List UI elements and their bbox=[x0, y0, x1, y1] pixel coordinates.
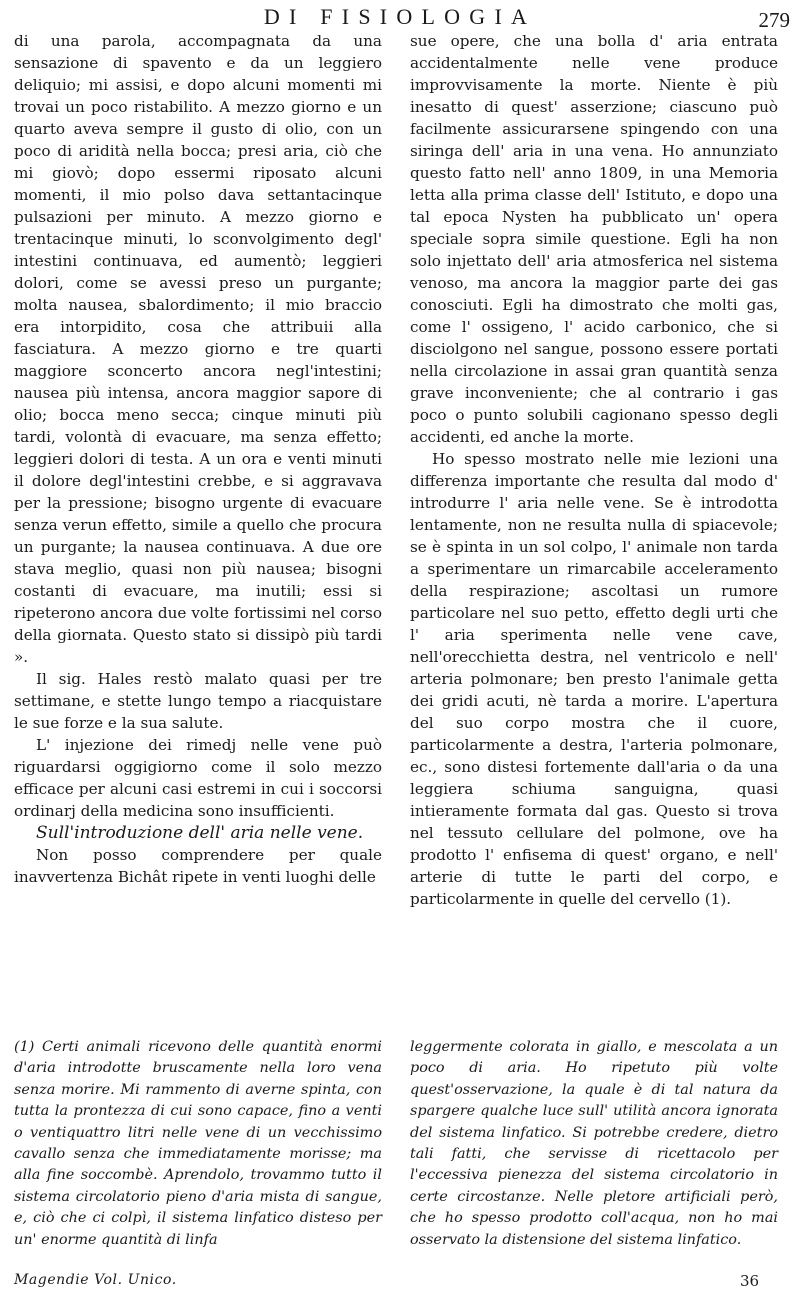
printer-signature: Magendie Vol. Unico. bbox=[14, 1272, 177, 1288]
running-head bbox=[0, 4, 800, 32]
running-title: DI FISIOLOGIA bbox=[263, 4, 537, 29]
footnote-text: leggermente colorata in giallo, e mescolata a un poco di aria. Ho ripetuto più volte quest'osservazione, la quale è di tal natura da spargere qualche luce sull' utilità ancora ignorata del sistema linfatico. Si potrebbe credere, dietro tali fatti, che servisse di ricettacolo per l'eccessiva pienezza del sistema circolatorio in certe circostanze. Nelle pletore artificiali però, che ho spesso prodotto coll'acqua, non ho mai osservato la distensione del sistema linfatico. bbox=[410, 1039, 778, 1248]
left-column bbox=[14, 30, 382, 888]
body-paragraph: Il sig. Hales restò malato quasi per tre settimane, e stette lungo tempo a riacquistare le sue forze e la sua salute. bbox=[14, 670, 382, 732]
footnote-right bbox=[410, 1037, 778, 1251]
footnote-text: (1) Certi animali ricevono delle quantità enormi d'aria introdotte bruscamente nella loro vena senza morire. Mi rammento di averne spinta, con tutta la prontezza di cui sono capace, fino a venti o ventiquattro litri nelle vene di un vecchissimo cavallo senza che immediatamente morisse; ma alla fine soccombè. Aprendolo, trovammo tutto il sistema circolatorio pieno d'aria mista di sangue, e, ciò che ci colpì, il sistema linfatico disteso per un' enorme quantità di linfa bbox=[14, 1039, 382, 1248]
body-paragraph: L' injezione dei rimedj nelle vene può riguardarsi oggigiorno come il solo mezzo efficace per alcuni casi estremi in cui i soccorsi ordinarj della medicina sono insufficienti. bbox=[14, 736, 382, 820]
section-heading: Sull'introduzione dell' aria nelle vene. bbox=[36, 823, 364, 843]
right-column bbox=[410, 30, 778, 910]
footnote-left bbox=[14, 1037, 382, 1251]
body-paragraph: Non posso comprendere per quale inavvertenza Bichât ripete in venti luoghi delle bbox=[14, 846, 382, 886]
page-number: 279 bbox=[758, 8, 790, 32]
body-paragraph: di una parola, accompagnata da una sensazione di spavento e da un leggiero deliquio; mi assisi, e dopo alcuni momenti mi trovai un poco ristabilito. A mezzo giorno e un quarto aveva sempre il gusto di olio, con un poco di aridità nella bocca; presi aria, ciò che mi giovò; dopo essermi riposato alcuni momenti, il mio polso dava settantacinque pulsazioni per minuto. A mezzo giorno e trentacinque minuti, lo sconvolgimento degl' intestini continuava, ed aumentò; leggieri dolori, come se avessi preso un purgante; molta nausea, sbalordimento; il mio braccio era intorpidito, cosa che attribuii alla fasciatura. A mezzo giorno e tre quarti maggiore sconcerto ancora negl'intestini; nausea più intensa, ancora maggior sapore di olio; bocca meno secca; cinque minuti più tardi, volontà di evacuare, ma senza effetto; leggieri dolori di testa. A un ora e venti minuti il dolore degl'intestini crebbe, e si aggravava per la pressione; bisogno urgente di evacuare senza verun effetto, simile a quello che procura un purgante; la nausea continuava. A due ore stava meglio, quasi non più nausea; bisogni costanti di evacuare, ma inutili; essi si ripeterono ancora due volte fortissimi nel corso della giornata. Questo stato si dissipò più tardi ». bbox=[14, 32, 382, 666]
body-paragraph: sue opere, che una bolla d' aria entrata accidentalmente nelle vene produce improvvisamente la morte. Niente è più inesatto di quest' asserzione; ciascuno può facilmente assicurarsene spingendo con una siringa dell' aria in una vena. Ho annunziato questo fatto nell' anno 1809, in una Memoria letta alla prima classe dell' Istituto, e dopo una tal epoca Nysten ha pubblicato un' opera speciale sopra simile questione. Egli ha non solo injettato dell' aria atmosferica nel sistema venoso, ma ancora la maggior parte dei gas conosciuti. Egli ha dimostrato che molti gas, come l' ossigeno, l' acido carbonico, che si disciolgono nel sangue, possono essere portati nella circolazione in assai gran quantità senza grave inconveniente; che al contrario i gas poco o punto solubili cagionano spesso degli accidenti, ed anche la morte. bbox=[410, 32, 778, 446]
body-paragraph: Ho spesso mostrato nelle mie lezioni una differenza importante che resulta dal modo d' introdurre l' aria nelle vene. Se è introdotta lentamente, non ne resulta nulla di spiacevole; se è spinta in un sol colpo, l' animale non tarda a sperimentare un rimarcabile acceleramento della respirazione; ascoltasi un rumore particolare nel suo petto, effetto degli urti che l' aria sperimenta nelle vene cave, nell'orecchietta destra, nel ventricolo e nell' arteria polmonare; ben presto l'animale getta dei gridi acuti, nè tarda a morire. L'apertura del suo corpo mostra che il cuore, particolarmente a destra, l'arteria polmonare, ec., sono distesi fortemente dall'aria o da una leggiera schiuma sanguigna, quasi intieramente formata dal gas. Questo si trova nel tessuto cellulare del polmone, ove ha prodotto l' enfisema di quest' organo, e nell' arterie di tutte le parti del corpo, e particolarmente in quelle del cervello (1). bbox=[410, 450, 778, 908]
sheet-number: 36 bbox=[740, 1272, 760, 1290]
